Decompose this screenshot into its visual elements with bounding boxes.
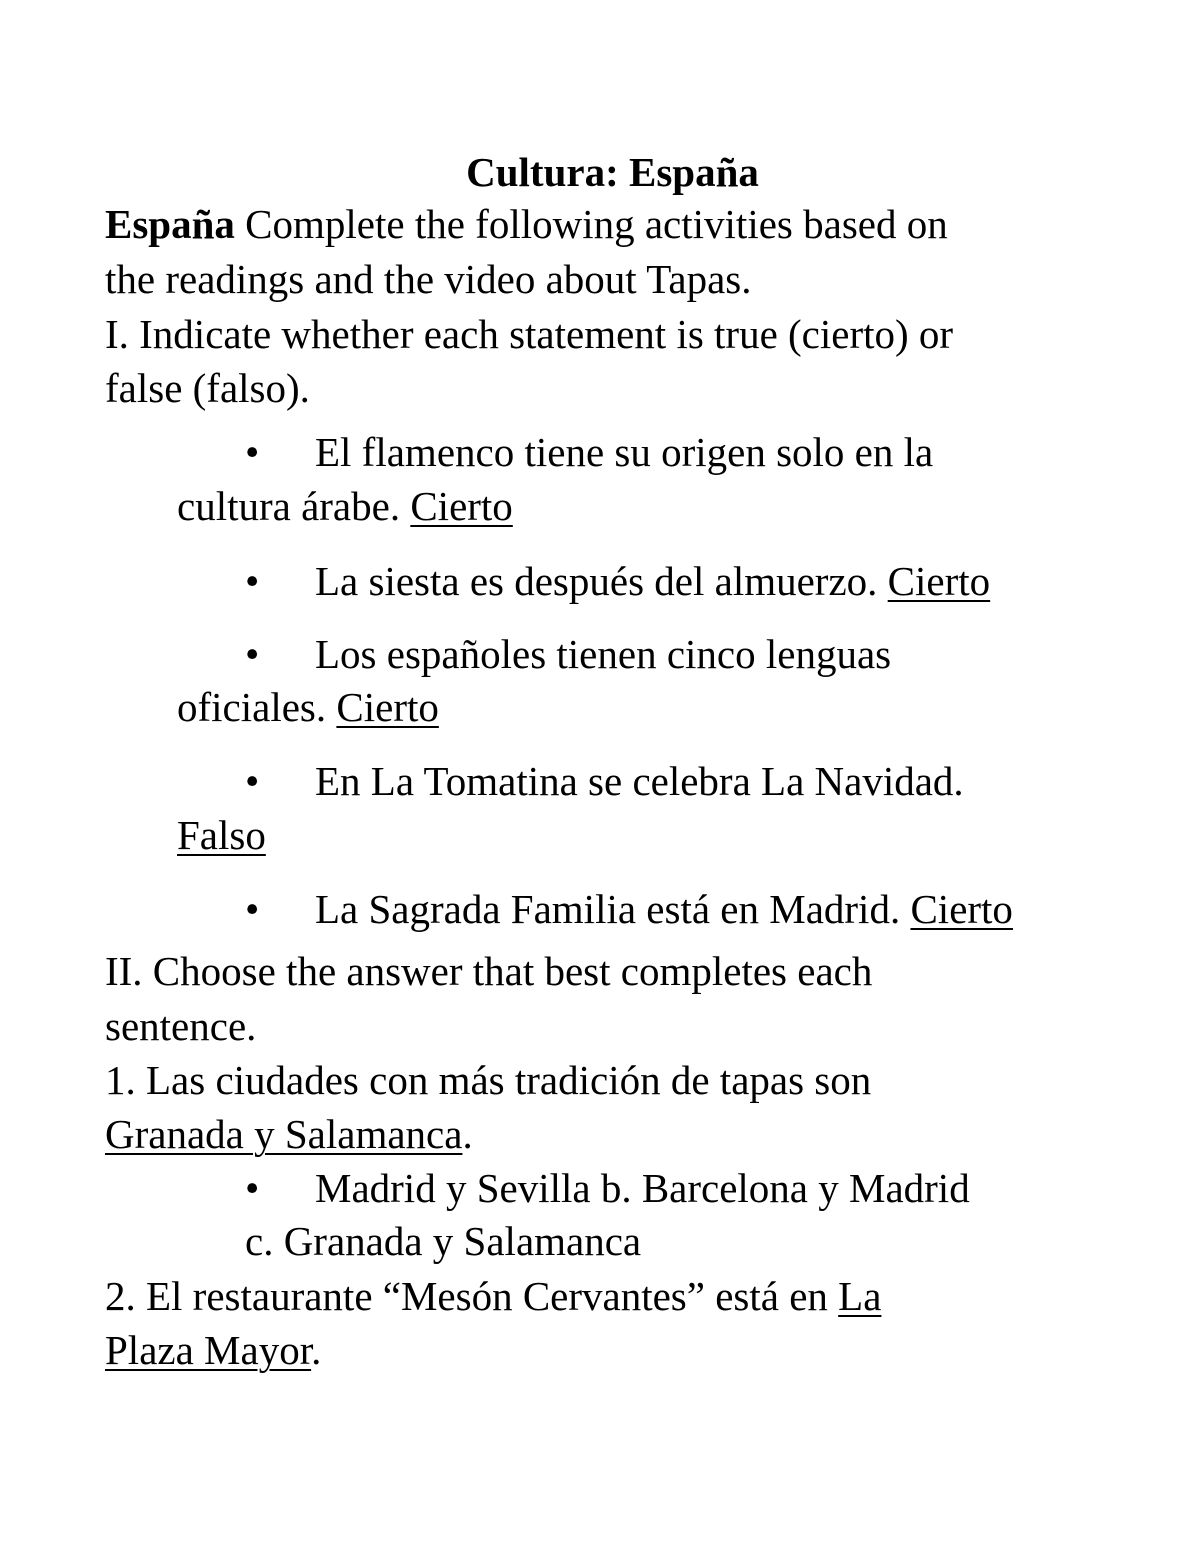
statement-4-line-b	[177, 811, 266, 859]
statement-3-line-b	[177, 683, 439, 731]
question-1-text: 1. Las ciudades con más tradición de tapas son	[105, 1057, 872, 1103]
section1-heading-2: false (falso).	[105, 365, 310, 411]
question-1-period: .	[462, 1111, 473, 1157]
statement-4-answer: Falso	[177, 812, 266, 858]
question-1-options-ab: Madrid y Sevilla b. Barcelona y Madrid	[315, 1165, 970, 1211]
section1-heading-1: I. Indicate whether each statement is true (cierto) or	[105, 311, 954, 357]
question-2-line-b	[105, 1326, 321, 1374]
bullet-icon: •	[245, 558, 260, 604]
bullet-icon: •	[245, 1165, 260, 1211]
section2-heading-1: II. Choose the answer that best completes each	[105, 948, 873, 994]
question-2-answer-part-1: La	[838, 1273, 882, 1319]
statement-1-answer: Cierto	[410, 483, 513, 529]
statement-1-text: cultura árabe.	[177, 483, 411, 529]
statement-2-answer: Cierto	[887, 558, 991, 604]
statement-3-answer: Cierto	[336, 684, 439, 730]
question-1-answer: Granada y Salamanca	[105, 1111, 463, 1157]
question-2-line-a	[105, 1272, 881, 1320]
intro-line-1	[105, 200, 948, 248]
statement-3-line-a: Los españoles tienen cinco lenguas	[315, 631, 892, 677]
statement-5-answer: Cierto	[910, 886, 1013, 932]
statement-1-line-a: El flamenco tiene su origen solo en la	[315, 429, 934, 475]
statement-3-text: oficiales.	[177, 684, 337, 730]
intro-line-2: the readings and the video about Tapas.	[105, 256, 752, 302]
question-2-period: .	[311, 1327, 322, 1373]
intro-text-1: Complete the following activities based on	[234, 201, 948, 247]
bullet-icon: •	[245, 429, 260, 475]
page-title: Cultura: España	[466, 149, 759, 195]
statement-4-line-a: En La Tomatina se celebra La Navidad.	[315, 758, 964, 804]
question-2-answer-part-2: Plaza Mayor	[105, 1327, 312, 1373]
bullet-icon: •	[245, 758, 260, 804]
question-1-option-c: c. Granada y Salamanca	[245, 1218, 642, 1264]
question-2-text: 2. El restaurante “Mesón Cervantes” está en	[105, 1273, 839, 1319]
bullet-icon: •	[245, 631, 260, 677]
statement-5	[315, 885, 1013, 933]
statement-1-line-b	[177, 482, 513, 530]
statement-2	[315, 557, 990, 605]
statement-5-text: La Sagrada Familia está en Madrid.	[315, 886, 911, 932]
intro-bold: España	[105, 201, 235, 247]
question-1-answer-line	[105, 1110, 473, 1158]
statement-2-text: La siesta es después del almuerzo.	[315, 558, 888, 604]
bullet-icon: •	[245, 886, 260, 932]
section2-heading-2: sentence.	[105, 1003, 257, 1049]
